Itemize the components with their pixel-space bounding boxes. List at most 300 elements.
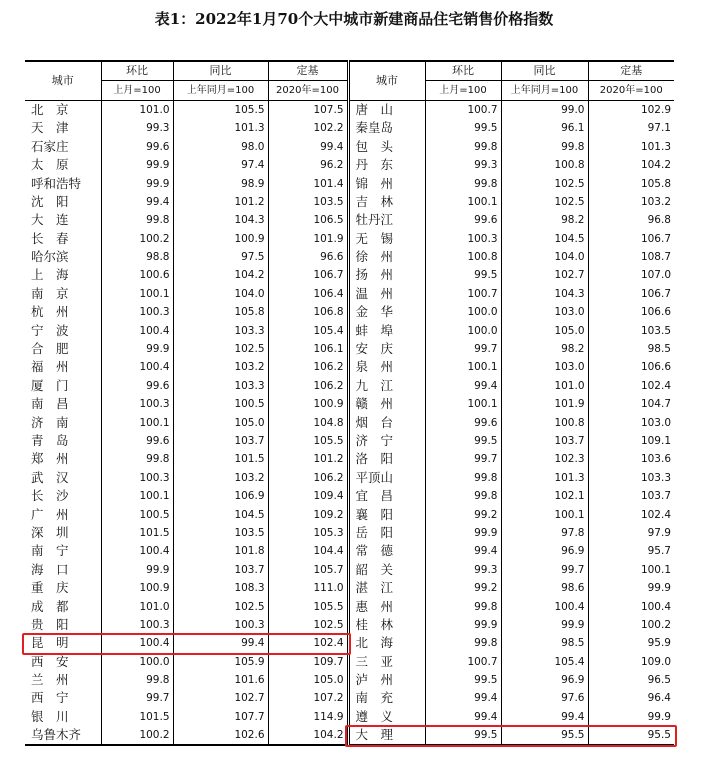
city-name: 合 肥 — [31, 341, 69, 357]
city-name: 上 海 — [31, 267, 69, 283]
mom-value: 99.8 — [101, 671, 173, 689]
base-value: 103.7 — [588, 487, 674, 505]
header-yoy: 同比 — [173, 61, 268, 81]
base-value: 97.1 — [588, 119, 674, 137]
mom-value: 100.9 — [101, 579, 173, 597]
base-value: 109.1 — [588, 432, 674, 450]
table-row — [25, 579, 674, 597]
yoy-value: 99.7 — [501, 561, 588, 579]
mom-value: 100.0 — [425, 303, 501, 321]
base-value: 106.1 — [268, 340, 348, 358]
city-name: 无 锡 — [348, 230, 425, 248]
city-name: 桂 林 — [348, 616, 425, 634]
base-value: 100.1 — [588, 561, 674, 579]
base-value: 97.9 — [588, 524, 674, 542]
base-value: 107.2 — [268, 689, 348, 707]
city-name: 北 海 — [348, 634, 425, 652]
base-value: 106.6 — [588, 358, 674, 376]
mom-value: 101.0 — [101, 100, 173, 119]
base-value: 106.2 — [268, 469, 348, 487]
yoy-value: 97.5 — [173, 248, 268, 266]
table-row — [25, 450, 674, 468]
base-value: 106.2 — [268, 377, 348, 395]
base-value: 104.7 — [588, 395, 674, 413]
mom-value: 99.3 — [101, 119, 173, 137]
base-value: 104.8 — [268, 413, 348, 431]
header-base-sub: 2020年=100 — [588, 81, 674, 100]
base-value: 104.4 — [268, 542, 348, 560]
header-city: 城市 — [348, 61, 425, 100]
city-name: 哈尔滨 — [31, 249, 69, 265]
mom-value: 100.1 — [425, 193, 501, 211]
city-name: 扬 州 — [348, 266, 425, 284]
base-value: 105.3 — [268, 524, 348, 542]
mom-value: 99.2 — [425, 579, 501, 597]
city-name: 包 头 — [348, 138, 425, 156]
mom-value: 99.9 — [101, 340, 173, 358]
mom-value: 101.0 — [101, 597, 173, 615]
mom-value: 99.8 — [425, 138, 501, 156]
yoy-value: 101.6 — [173, 671, 268, 689]
city-name: 济 宁 — [348, 432, 425, 450]
base-value: 99.4 — [268, 138, 348, 156]
city-name: 徐 州 — [348, 248, 425, 266]
yoy-value: 98.5 — [501, 634, 588, 652]
yoy-value: 103.5 — [173, 524, 268, 542]
base-value: 96.2 — [268, 156, 348, 174]
yoy-value: 98.9 — [173, 174, 268, 192]
mom-value: 100.1 — [101, 285, 173, 303]
yoy-value: 95.5 — [501, 726, 588, 745]
yoy-value: 102.3 — [501, 450, 588, 468]
yoy-value: 100.3 — [173, 616, 268, 634]
base-value: 100.2 — [588, 616, 674, 634]
city-name: 济 南 — [31, 414, 69, 430]
mom-value: 99.4 — [101, 193, 173, 211]
mom-value: 99.8 — [425, 174, 501, 192]
mom-value: 99.7 — [425, 450, 501, 468]
price-index-table-wrapper — [25, 60, 674, 746]
mom-value: 100.4 — [101, 634, 173, 652]
table-row — [25, 561, 674, 579]
city-name: 九 江 — [348, 377, 425, 395]
city-name: 安 庆 — [348, 340, 425, 358]
city-name: 遵 义 — [348, 708, 425, 726]
mom-value: 99.3 — [425, 156, 501, 174]
header-yoy-sub: 上年同月=100 — [173, 81, 268, 100]
mom-value: 100.4 — [101, 542, 173, 560]
base-value: 105.5 — [268, 432, 348, 450]
table-row — [25, 616, 674, 634]
yoy-value: 103.3 — [173, 321, 268, 339]
base-value: 105.4 — [268, 321, 348, 339]
city-name: 沈 阳 — [31, 193, 69, 209]
header-mom-sub: 上月=100 — [425, 81, 501, 100]
table-row — [25, 487, 674, 505]
base-value: 109.0 — [588, 653, 674, 671]
table-row — [25, 174, 674, 192]
base-value: 100.4 — [588, 597, 674, 615]
city-name: 唐 山 — [348, 100, 425, 119]
city-name: 赣 州 — [348, 395, 425, 413]
base-value: 102.2 — [268, 119, 348, 137]
city-name: 洛 阳 — [348, 450, 425, 468]
mom-value: 99.5 — [425, 671, 501, 689]
city-name: 昆 明 — [31, 635, 69, 651]
city-name: 烟 台 — [348, 413, 425, 431]
mom-value: 99.4 — [425, 542, 501, 560]
base-value: 101.4 — [268, 174, 348, 192]
table-row — [25, 303, 674, 321]
city-name: 银 川 — [31, 708, 69, 724]
yoy-value: 100.5 — [173, 395, 268, 413]
header-mom: 环比 — [101, 61, 173, 81]
yoy-value: 97.8 — [501, 524, 588, 542]
mom-value: 100.7 — [425, 285, 501, 303]
mom-value: 99.6 — [101, 432, 173, 450]
yoy-value: 105.0 — [501, 321, 588, 339]
base-value: 107.5 — [268, 100, 348, 119]
table-row — [25, 266, 674, 284]
base-value: 99.9 — [588, 579, 674, 597]
mom-value: 99.4 — [425, 689, 501, 707]
mom-value: 99.8 — [425, 597, 501, 615]
mom-value: 99.5 — [425, 266, 501, 284]
base-value: 109.2 — [268, 505, 348, 523]
mom-value: 101.5 — [101, 708, 173, 726]
header-base: 定基 — [268, 61, 348, 81]
base-value: 96.8 — [588, 211, 674, 229]
yoy-value: 101.8 — [173, 542, 268, 560]
base-value: 98.5 — [588, 340, 674, 358]
yoy-value: 102.5 — [501, 174, 588, 192]
header-yoy-sub: 上年同月=100 — [501, 81, 588, 100]
yoy-value: 102.1 — [501, 487, 588, 505]
city-name: 蚌 埠 — [348, 321, 425, 339]
base-value: 102.4 — [268, 634, 348, 652]
city-name: 西 安 — [31, 653, 69, 669]
yoy-value: 103.0 — [501, 358, 588, 376]
city-name: 南 京 — [31, 285, 69, 301]
mom-value: 100.1 — [101, 487, 173, 505]
yoy-value: 102.5 — [173, 340, 268, 358]
mom-value: 100.3 — [425, 230, 501, 248]
price-index-table — [25, 60, 674, 746]
table-row — [25, 230, 674, 248]
table-row — [25, 321, 674, 339]
header-yoy: 同比 — [501, 61, 588, 81]
table-row — [25, 340, 674, 358]
table-row — [25, 100, 674, 119]
yoy-value: 103.7 — [501, 432, 588, 450]
mom-value: 99.6 — [101, 138, 173, 156]
yoy-value: 104.0 — [173, 285, 268, 303]
city-name: 天 津 — [31, 120, 69, 136]
city-name: 成 都 — [31, 598, 69, 614]
mom-value: 100.7 — [425, 653, 501, 671]
city-name: 广 州 — [31, 506, 69, 522]
base-value: 106.5 — [268, 211, 348, 229]
mom-value: 100.6 — [101, 266, 173, 284]
mom-value: 100.3 — [101, 395, 173, 413]
table-row — [25, 653, 674, 671]
city-name: 岳 阳 — [348, 524, 425, 542]
mom-value: 99.9 — [425, 524, 501, 542]
yoy-value: 98.2 — [501, 211, 588, 229]
yoy-value: 103.2 — [173, 358, 268, 376]
mom-value: 100.4 — [101, 358, 173, 376]
yoy-value: 98.0 — [173, 138, 268, 156]
base-value: 103.0 — [588, 413, 674, 431]
yoy-value: 101.3 — [501, 469, 588, 487]
table-row — [25, 634, 674, 652]
city-name: 深 圳 — [31, 524, 69, 540]
base-value: 106.7 — [588, 285, 674, 303]
table-row — [25, 524, 674, 542]
city-name: 呼和浩特 — [31, 175, 82, 191]
table-row — [25, 358, 674, 376]
table-row — [25, 248, 674, 266]
table-row — [25, 432, 674, 450]
yoy-value: 106.9 — [173, 487, 268, 505]
table-row — [25, 505, 674, 523]
mom-value: 99.9 — [101, 156, 173, 174]
city-name: 乌鲁木齐 — [25, 726, 101, 745]
city-name: 常 德 — [348, 542, 425, 560]
mom-value: 99.6 — [101, 377, 173, 395]
city-name: 泉 州 — [348, 358, 425, 376]
city-name: 温 州 — [348, 285, 425, 303]
city-name: 郑 州 — [31, 451, 69, 467]
base-value: 105.7 — [268, 561, 348, 579]
table-row — [25, 708, 674, 726]
base-value: 95.7 — [588, 542, 674, 560]
mom-value: 99.5 — [425, 119, 501, 137]
base-value: 102.4 — [588, 505, 674, 523]
base-value: 109.7 — [268, 653, 348, 671]
table-row — [25, 377, 674, 395]
city-name: 惠 州 — [348, 597, 425, 615]
table-row — [25, 597, 674, 615]
base-value: 105.0 — [268, 671, 348, 689]
header-mom: 环比 — [425, 61, 501, 81]
mom-value: 100.7 — [425, 100, 501, 119]
yoy-value: 100.1 — [501, 505, 588, 523]
table-row — [25, 285, 674, 303]
yoy-value: 96.9 — [501, 542, 588, 560]
mom-value: 99.7 — [425, 340, 501, 358]
mom-value: 100.2 — [101, 726, 173, 745]
table-row — [25, 469, 674, 487]
yoy-value: 103.2 — [173, 469, 268, 487]
base-value: 101.2 — [268, 450, 348, 468]
yoy-value: 102.5 — [173, 597, 268, 615]
mom-value: 99.2 — [425, 505, 501, 523]
city-name: 金 华 — [348, 303, 425, 321]
city-name: 宁 波 — [31, 322, 69, 338]
yoy-value: 99.4 — [173, 634, 268, 652]
base-value: 106.2 — [268, 358, 348, 376]
mom-value: 99.7 — [101, 689, 173, 707]
yoy-value: 102.5 — [501, 193, 588, 211]
header-base: 定基 — [588, 61, 674, 81]
base-value: 103.5 — [588, 321, 674, 339]
yoy-value: 105.4 — [501, 653, 588, 671]
city-name: 青 岛 — [31, 433, 69, 448]
table-row — [25, 119, 674, 137]
base-value: 102.9 — [588, 100, 674, 119]
mom-value: 99.9 — [101, 174, 173, 192]
mom-value: 100.0 — [101, 653, 173, 671]
city-name: 厦 门 — [31, 377, 69, 393]
city-name: 襄 阳 — [348, 505, 425, 523]
yoy-value: 104.2 — [173, 266, 268, 284]
mom-value: 99.8 — [425, 469, 501, 487]
city-name: 长 沙 — [31, 488, 69, 504]
yoy-value: 98.2 — [501, 340, 588, 358]
city-name: 重 庆 — [31, 580, 69, 596]
table-row — [25, 156, 674, 174]
yoy-value: 100.9 — [173, 230, 268, 248]
city-name: 丹 东 — [348, 156, 425, 174]
mom-value: 99.5 — [425, 432, 501, 450]
yoy-value: 99.4 — [501, 708, 588, 726]
base-value: 103.5 — [268, 193, 348, 211]
base-value: 107.0 — [588, 266, 674, 284]
city-name: 武 汉 — [31, 469, 69, 485]
mom-value: 100.8 — [425, 248, 501, 266]
yoy-value: 105.9 — [173, 653, 268, 671]
city-name: 牡丹江 — [348, 211, 425, 229]
city-name: 福 州 — [31, 359, 69, 375]
yoy-value: 101.0 — [501, 377, 588, 395]
yoy-value: 105.0 — [173, 413, 268, 431]
yoy-value: 104.5 — [501, 230, 588, 248]
base-value: 95.5 — [588, 726, 674, 745]
mom-value: 100.3 — [101, 616, 173, 634]
yoy-value: 104.3 — [173, 211, 268, 229]
mom-value: 99.9 — [101, 561, 173, 579]
base-value: 95.9 — [588, 634, 674, 652]
yoy-value: 96.9 — [501, 671, 588, 689]
yoy-value: 104.3 — [501, 285, 588, 303]
table-row — [25, 138, 674, 156]
city-name: 秦皇岛 — [348, 119, 425, 137]
city-name: 韶 关 — [348, 561, 425, 579]
yoy-value: 105.5 — [173, 100, 268, 119]
base-value: 96.5 — [588, 671, 674, 689]
city-name: 湛 江 — [348, 579, 425, 597]
yoy-value: 101.3 — [173, 119, 268, 137]
base-value: 103.6 — [588, 450, 674, 468]
yoy-value: 103.0 — [501, 303, 588, 321]
base-value: 99.9 — [588, 708, 674, 726]
base-value: 108.7 — [588, 248, 674, 266]
mom-value: 98.8 — [101, 248, 173, 266]
page-title: 表1：2022年1月70个大中城市新建商品住宅销售价格指数 — [154, 10, 554, 28]
yoy-value: 102.7 — [173, 689, 268, 707]
city-name: 海 口 — [31, 561, 69, 577]
mom-value: 99.3 — [425, 561, 501, 579]
yoy-value: 102.6 — [173, 726, 268, 745]
city-name: 三 亚 — [348, 653, 425, 671]
base-value: 105.8 — [588, 174, 674, 192]
mom-value: 101.5 — [101, 524, 173, 542]
yoy-value: 107.7 — [173, 708, 268, 726]
mom-value: 100.1 — [425, 395, 501, 413]
mom-value: 100.3 — [101, 303, 173, 321]
table-body — [25, 100, 674, 745]
city-name: 南 充 — [348, 689, 425, 707]
yoy-value: 97.6 — [501, 689, 588, 707]
yoy-value: 100.8 — [501, 413, 588, 431]
mom-value: 99.6 — [425, 211, 501, 229]
header-base-sub: 2020年=100 — [268, 81, 348, 100]
base-value: 101.3 — [588, 138, 674, 156]
city-name: 泸 州 — [348, 671, 425, 689]
table-row — [25, 211, 674, 229]
base-value: 96.6 — [268, 248, 348, 266]
base-value: 106.7 — [268, 266, 348, 284]
yoy-value: 99.8 — [501, 138, 588, 156]
base-value: 104.2 — [268, 726, 348, 745]
base-value: 106.8 — [268, 303, 348, 321]
base-value: 106.6 — [588, 303, 674, 321]
yoy-value: 99.0 — [501, 100, 588, 119]
yoy-value: 105.8 — [173, 303, 268, 321]
table-row — [25, 193, 674, 211]
mom-value: 99.4 — [425, 377, 501, 395]
base-value: 106.7 — [588, 230, 674, 248]
mom-value: 99.6 — [425, 413, 501, 431]
mom-value: 99.4 — [425, 708, 501, 726]
yoy-value: 103.7 — [173, 432, 268, 450]
yoy-value: 101.9 — [501, 395, 588, 413]
city-name: 贵 阳 — [31, 616, 69, 632]
yoy-value: 97.4 — [173, 156, 268, 174]
mom-value: 100.1 — [101, 413, 173, 431]
yoy-value: 96.1 — [501, 119, 588, 137]
city-name: 兰 州 — [31, 672, 69, 688]
yoy-value: 104.0 — [501, 248, 588, 266]
base-value: 104.2 — [588, 156, 674, 174]
yoy-value: 103.3 — [173, 377, 268, 395]
city-name: 长 春 — [31, 230, 69, 246]
mom-value: 99.8 — [101, 211, 173, 229]
base-value: 111.0 — [268, 579, 348, 597]
yoy-value: 103.7 — [173, 561, 268, 579]
mom-value: 100.1 — [425, 358, 501, 376]
yoy-value: 98.6 — [501, 579, 588, 597]
city-name: 大 理 — [348, 726, 425, 745]
table-row — [25, 542, 674, 560]
city-name: 西 宁 — [31, 690, 69, 706]
yoy-value: 100.4 — [501, 597, 588, 615]
mom-value: 99.8 — [425, 487, 501, 505]
mom-value: 100.0 — [425, 321, 501, 339]
mom-value: 99.8 — [101, 450, 173, 468]
header-city: 城市 — [25, 61, 101, 100]
mom-value: 99.8 — [425, 634, 501, 652]
yoy-value: 101.5 — [173, 450, 268, 468]
city-name: 宜 昌 — [348, 487, 425, 505]
base-value: 106.4 — [268, 285, 348, 303]
city-name: 南 昌 — [31, 396, 69, 412]
city-name: 锦 州 — [348, 174, 425, 192]
mom-value: 100.4 — [101, 321, 173, 339]
mom-value: 100.5 — [101, 505, 173, 523]
city-name: 吉 林 — [348, 193, 425, 211]
